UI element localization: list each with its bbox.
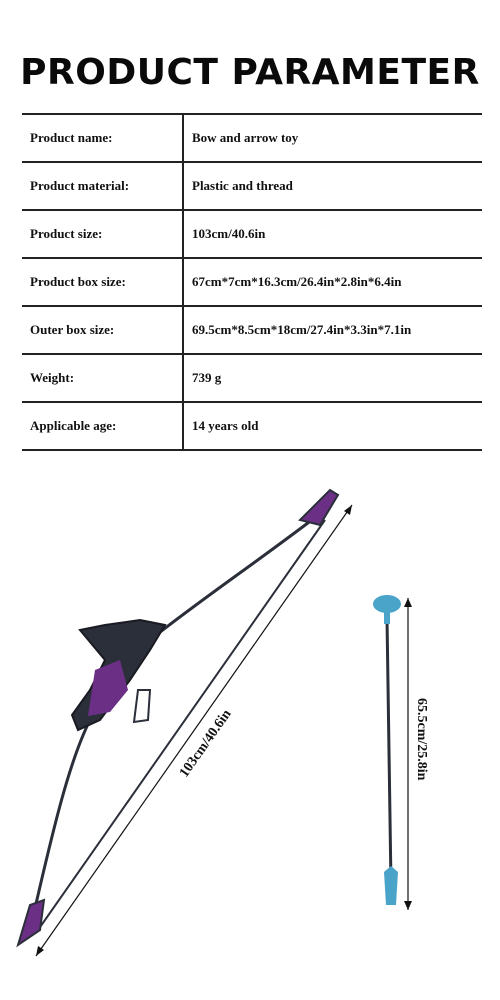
bow-arrow-diagram (0, 470, 500, 1000)
table-row (22, 114, 482, 162)
arrow-tip-neck (384, 610, 390, 624)
row-label: Product material: (22, 162, 183, 210)
arrowhead-icon (404, 598, 412, 607)
table-row (22, 354, 482, 402)
page-title: PRODUCT PARAMETER (20, 52, 480, 93)
table-row (22, 162, 482, 210)
bow-upper-tip (300, 490, 338, 525)
row-label: Weight: (22, 354, 183, 402)
arrowhead-icon (404, 901, 412, 910)
row-label: Product name: (22, 114, 183, 162)
arrow-fletching (384, 866, 398, 905)
arrow-shaft (387, 618, 391, 885)
row-value: 103cm/40.6in (183, 210, 482, 258)
row-value: 739 g (183, 354, 482, 402)
row-label: Product box size: (22, 258, 183, 306)
row-value: 67cm*7cm*16.3cm/26.4in*2.8in*6.4in (183, 258, 482, 306)
parameter-table (22, 113, 482, 451)
row-value: 69.5cm*8.5cm*18cm/27.4in*3.3in*7.1in (183, 306, 482, 354)
bow-dimension-line (36, 505, 352, 956)
row-value: Plastic and thread (183, 162, 482, 210)
bow-length-label: 103cm/40.6in (176, 707, 235, 781)
arrow-length-label: 65.5cm/25.8in (414, 698, 429, 781)
row-label: Applicable age: (22, 402, 183, 450)
table-row (22, 210, 482, 258)
table-row (22, 306, 482, 354)
bow-lower-tip (18, 900, 44, 945)
row-value: 14 years old (183, 402, 482, 450)
table-row (22, 258, 482, 306)
arrowhead-icon (344, 505, 352, 515)
row-value: Bow and arrow toy (183, 114, 482, 162)
bow-guard (134, 690, 150, 722)
row-label: Outer box size: (22, 306, 183, 354)
arrowhead-icon (36, 946, 44, 956)
bow-grip (88, 660, 128, 716)
table-row (22, 402, 482, 450)
row-label: Product size: (22, 210, 183, 258)
